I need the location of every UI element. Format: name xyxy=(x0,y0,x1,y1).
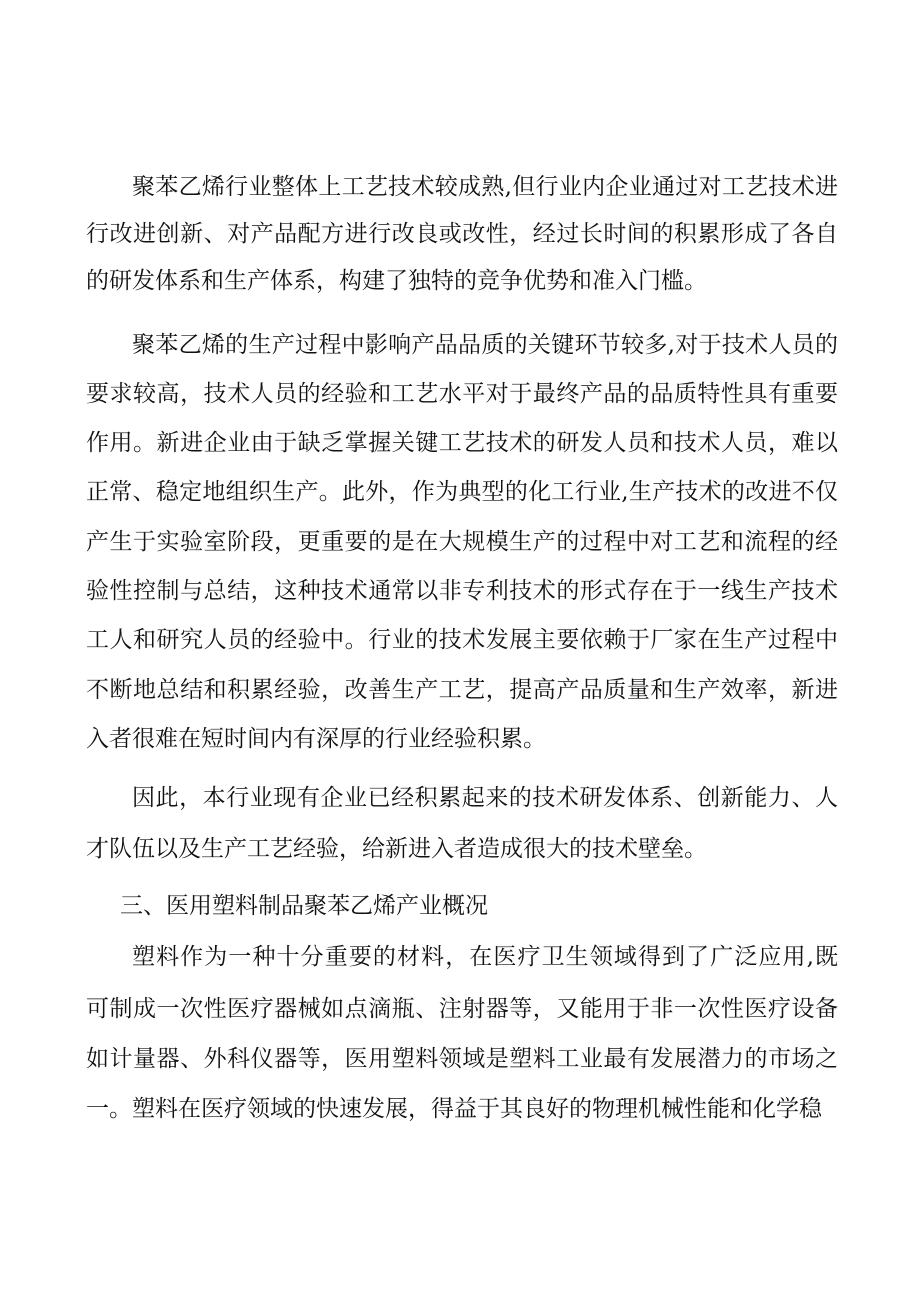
paragraph-3-line-1: 因此，本行业现有企业已经积累起来的技术研发体系、创新能力、人 xyxy=(132,785,838,811)
paragraph-2-line-5: 产生于实验室阶段，更重要的是在大规模生产的过程中对工艺和流程的经 xyxy=(86,529,838,555)
paragraph-2-line-1: 聚苯乙烯的生产过程中影响产品品质的关键环节较多,对于技术人员的 xyxy=(132,332,838,358)
paragraph-2-line-9: 入者很难在短时间内有深厚的行业经验积累。 xyxy=(86,726,546,752)
paragraph-4-line-1: 塑料作为一种十分重要的材料，在医疗卫生领域得到了广泛应用,既 xyxy=(132,944,838,970)
paragraph-1-line-2: 行改进创新、对产品配方进行改良或改性，经过长时间的积累形成了各自 xyxy=(86,221,838,247)
paragraph-2-line-2: 要求较高，技术人员的经验和工艺水平对于最终产品的品质特性具有重要 xyxy=(86,381,838,407)
paragraph-1-line-3: 的研发体系和生产体系，构建了独特的竞争优势和准入门槛。 xyxy=(86,268,707,294)
section-heading: 三、医用塑料制品聚苯乙烯产业概况 xyxy=(120,893,488,919)
paragraph-4-line-4: 一。塑料在医疗领域的快速发展，得益于其良好的物理机械性能和化学稳 xyxy=(86,1096,822,1122)
paragraph-2-line-3: 作用。新进企业由于缺乏掌握关键工艺技术的研发人员和技术人员，难以 xyxy=(86,430,838,456)
paragraph-2-line-8: 不断地总结和积累经验，改善生产工艺，提高产品质量和生产效率，新进 xyxy=(86,677,838,703)
paragraph-3-line-2: 才队伍以及生产工艺经验，给新进入者造成很大的技术壁垒。 xyxy=(86,836,707,862)
paragraph-1-line-1: 聚苯乙烯行业整体上工艺技术较成熟,但行业内企业通过对工艺技术进 xyxy=(132,174,838,200)
paragraph-2-line-7: 工人和研究人员的经验中。行业的技术发展主要依赖于厂家在生产过程中 xyxy=(86,627,838,653)
paragraph-4-line-3: 如计量器、外科仪器等，医用塑料领域是塑料工业最有发展潜力的市场之 xyxy=(86,1046,838,1072)
paragraph-2-line-4: 正常、稳定地组织生产。此外，作为典型的化工行业,生产技术的改进不仅 xyxy=(86,479,838,505)
paragraph-4-line-2: 可制成一次性医疗器械如点滴瓶、注射器等，又能用于非一次性医疗设备 xyxy=(86,996,838,1022)
paragraph-2-line-6: 验性控制与总结，这种技术通常以非专利技术的形式存在于一线生产技术 xyxy=(86,578,838,604)
